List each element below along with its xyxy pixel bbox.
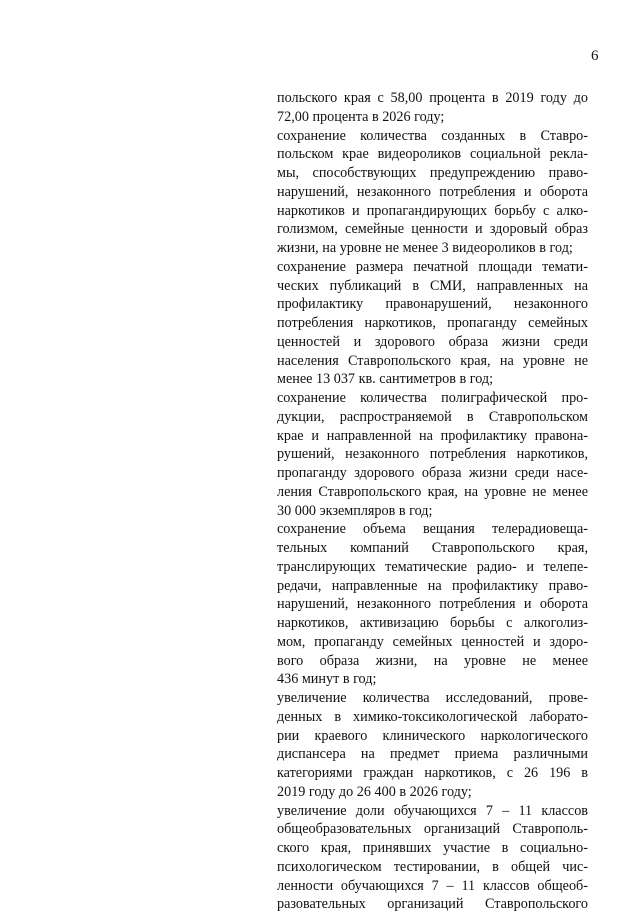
- text-line: редачи, направленные на профилактику право-: [277, 577, 588, 594]
- text-line: наркотиков, активизацию борьбы с алкоголиз-: [277, 615, 588, 631]
- text-line: профилактику правонарушений, незаконного: [277, 296, 588, 313]
- text-line: психологическом тестировании, в общей чис-: [277, 858, 588, 875]
- text-line: увеличение количества исследований, прове-: [277, 690, 588, 706]
- text-line: вого образа жизни, на уровне не менее: [277, 652, 588, 669]
- text-line: ления Ставропольского края, на уровне не менее: [277, 483, 588, 500]
- text-line: мом, пропаганду семейных ценностей и здоро-: [277, 633, 588, 650]
- text-line: менее 13 037 кв. сантиметров в год;: [277, 371, 494, 388]
- text-line: крае и направленной на профилактику правона-: [277, 427, 588, 444]
- text-line: рии краевого клинического наркологического: [277, 727, 588, 744]
- text-line: 436 минут в год;: [277, 671, 377, 688]
- text-line: польского края с 58,00 процента в 2019 году до: [277, 90, 588, 106]
- text-line: увеличение доли обучающихся 7 – 11 классов: [277, 802, 588, 819]
- text-line: ленности обучающихся 7 – 11 классов общеоб-: [277, 877, 588, 894]
- text-line: нарушений, незаконного потребления и оборота: [277, 183, 588, 200]
- text-line: диспансера на предмет приема различными: [277, 746, 588, 763]
- text-line: ского края, принявших участие в социально-: [277, 840, 588, 856]
- text-line: голизмом, семейные ценности и здоровый образ: [277, 221, 588, 238]
- text-line: 30 000 экземпляров в год;: [277, 502, 433, 519]
- text-line: сохранение количества полиграфической про-: [277, 390, 588, 406]
- text-line: транслирующих тематические радио- и телепе-: [277, 558, 588, 575]
- text-line: сохранение количества созданных в Ставро-: [277, 127, 588, 144]
- text-line: ческих публикаций в СМИ, направленных на: [277, 277, 588, 294]
- document-body-text: [277, 89, 588, 914]
- text-line: нарушений, незаконного потребления и оборота: [277, 596, 588, 613]
- text-line: сохранение размера печатной площади темати-: [277, 258, 588, 275]
- text-line: рушений, незаконного потребления наркотиков,: [277, 446, 588, 463]
- text-line: пропаганду здорового образа жизни среди насе-: [277, 465, 588, 481]
- text-line: польском крае видеороликов социальной рекла-: [277, 146, 588, 163]
- text-line: сохранение объема вещания телерадиовеща-: [277, 521, 588, 538]
- text-line: мы, способствующих предупреждению право-: [277, 165, 588, 181]
- text-line: тельных компаний Ставропольского края,: [277, 540, 588, 556]
- text-line: разовательных организаций Ставропольского: [277, 896, 588, 913]
- text-line: категориями граждан наркотиков, с 26 196 в: [277, 765, 588, 781]
- text-line: населения Ставропольского края, на уровне не: [277, 352, 588, 369]
- text-line: ценностей и здорового образа жизни среди: [277, 333, 588, 350]
- text-line: общеобразовательных организаций Ставрополь-: [277, 821, 588, 838]
- text-line: 72,00 процента в 2026 году;: [277, 108, 445, 125]
- text-line: 2019 году до 26 400 в 2026 году;: [277, 783, 472, 800]
- text-line: потребления наркотиков, пропаганду семейных: [277, 315, 588, 331]
- text-line: дукции, распространяемой в Ставропольском: [277, 408, 588, 425]
- text-line: жизни, на уровне не менее 3 видеороликов в год;: [277, 240, 573, 256]
- text-line: денных в химико-токсикологической лаборато-: [277, 708, 588, 725]
- page-number: 6: [591, 48, 599, 64]
- text-line: наркотиков и пропагандирующих борьбу с алко-: [277, 202, 588, 219]
